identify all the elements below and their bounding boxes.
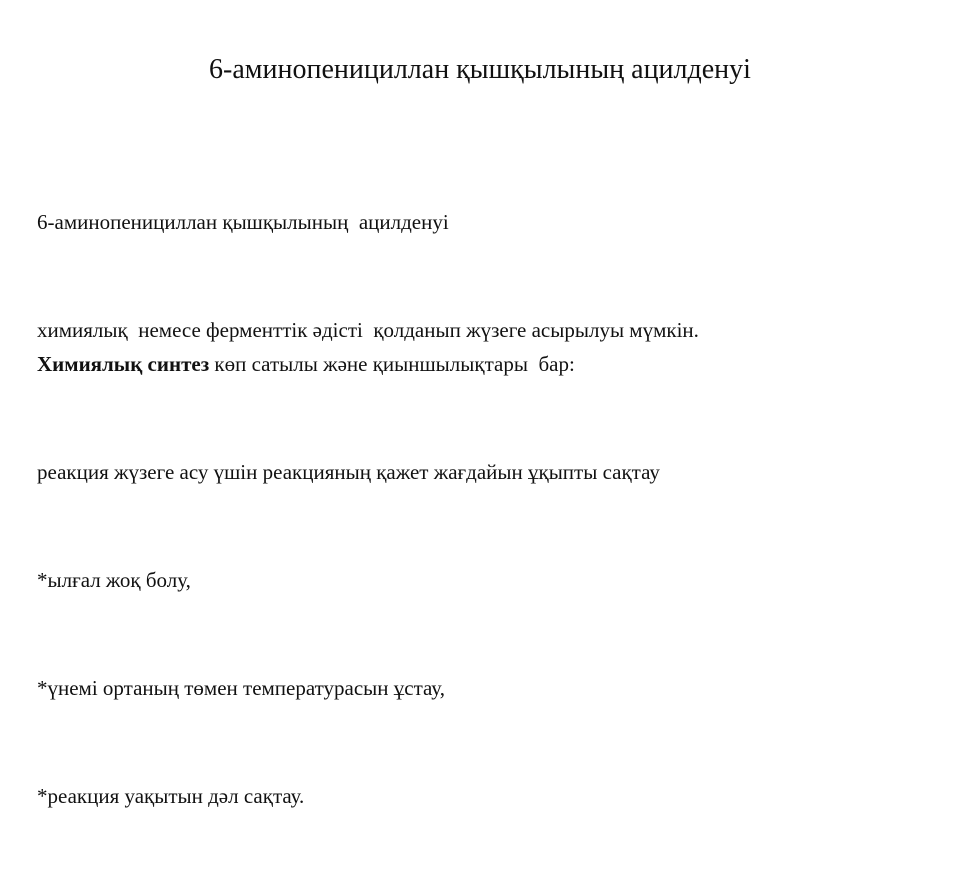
bullet-item-temperature: *үнемі ортаның төмен температурасын ұстау,	[37, 676, 445, 700]
bullet-item-time: *реакция уақытын дәл сақтау.	[37, 784, 305, 808]
section-heading-line	[37, 346, 937, 382]
section-heading-rest: көп сатылы және қиыншылықтары бар:	[209, 352, 575, 376]
intro-line-2: химиялық немесе ферменттік әдісті қолданып жүзеге асырылуы мүмкін.	[37, 318, 699, 342]
chemical-synthesis-section	[37, 274, 937, 886]
slide-title: 6-аминопенициллан қышқылының ацилденуі	[209, 54, 751, 85]
requirement-line: реакция жүзеге асу үшін реакцияның қажет жағдайын ұқыпты сақтау	[37, 460, 660, 484]
section-heading-bold: Химиялық синтез	[37, 352, 210, 376]
intro-line-1: 6-аминопенициллан қышқылының ацилденуі	[37, 210, 449, 234]
bullet-item-moisture: *ылғал жоқ болу,	[37, 568, 191, 592]
